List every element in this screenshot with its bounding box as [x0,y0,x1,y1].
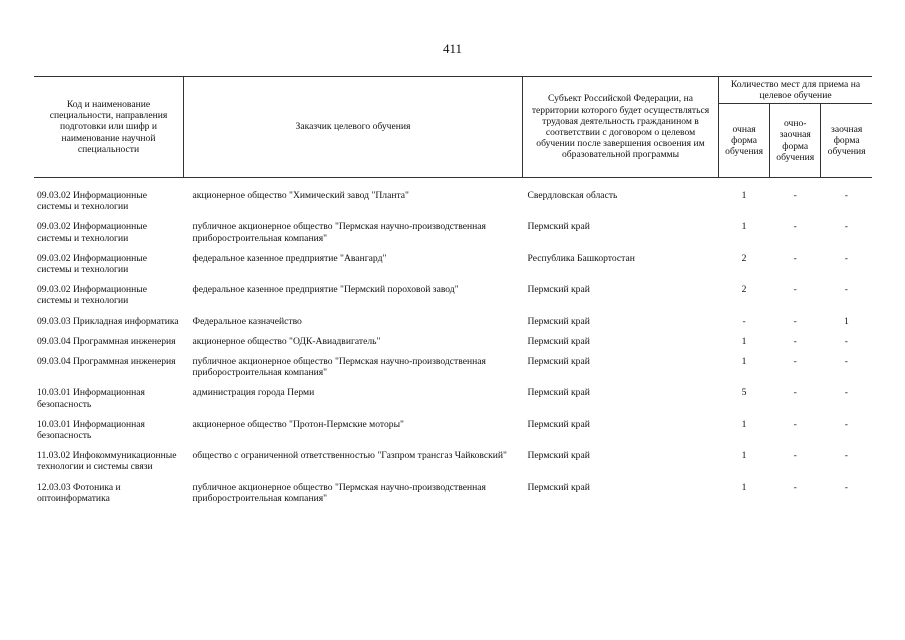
table-body [34,178,872,514]
table-row [34,419,872,450]
row-code: 09.03.02 Информационные системы и технологии [37,284,148,307]
row-part-time: - [793,418,797,430]
row-region: Пермский край [527,335,590,347]
row-full-time: 1 [741,356,747,368]
row-region: Пермский край [527,221,590,233]
row-region: Пермский край [527,284,590,296]
table-row [34,450,872,481]
row-full-time: 5 [741,387,747,399]
table-row [34,482,872,513]
page-number: 411 [442,41,463,56]
row-part-time: - [793,221,797,233]
row-part-time: - [793,481,797,493]
header-places: Количество мест для приема на целевое обучение [719,77,873,104]
row-full-time: 1 [741,221,747,233]
row-customer: публичное акционерное общество "Пермская научно-производственная приборостроительная компания" [192,481,486,504]
row-distance: - [844,450,848,462]
table-row [34,253,872,284]
row-full-time: 1 [741,418,747,430]
row-code: 12.03.03 Фотоника и оптоинформатика [37,481,121,504]
row-customer: общество с ограниченной ответственностью "Газпром трансгаз Чайковский" [192,450,507,462]
table-row [34,336,872,356]
row-distance: - [844,387,848,399]
row-region: Республика Башкортостан [527,252,635,264]
table-row [34,356,872,387]
row-region: Пермский край [527,356,590,368]
row-full-time: 2 [741,284,747,296]
table-row [34,190,872,221]
row-distance: - [844,481,848,493]
row-code: 09.03.03 Прикладная информатика [37,315,179,327]
row-part-time: - [793,387,797,399]
row-region: Свердловская область [527,190,618,201]
row-distance: - [844,418,848,430]
row-full-time: 1 [741,481,747,493]
row-part-time: - [793,284,797,296]
row-region: Пермский край [527,450,590,462]
row-code: 09.03.02 Информационные системы и технологии [37,221,148,244]
row-customer: федеральное казенное предприятие "Авангард" [192,252,387,264]
row-customer: федеральное казенное предприятие "Пермский пороховой завод" [192,284,459,296]
row-code: 09.03.02 Информационные системы и технологии [37,190,148,213]
row-code: 10.03.01 Информационная безопасность [37,387,145,410]
row-full-time: - [742,315,746,327]
admission-table [34,76,872,513]
row-code: 10.03.01 Информационная безопасность [37,418,145,442]
table-row [34,284,872,315]
row-full-time: 1 [741,450,747,462]
row-customer: акционерное общество "Химический завод "Планта" [192,190,409,201]
row-distance: - [844,252,848,264]
row-code: 09.03.04 Программная инженерия [37,335,176,347]
header-part-time: очно-заочная форма обучения [770,104,821,178]
row-customer: Федеральное казначейство [192,315,302,327]
header-distance: заочная форма обучения [821,104,872,178]
row-full-time: 1 [741,335,747,347]
header-region: Субъект Российской Федерации, на территории которого будет осуществляться трудовая деятельность гражданином в соответствии с договором о целевом обучении после завершения освоения им образовательной программы [523,77,719,178]
table-row [34,316,872,336]
row-customer: публичное акционерное общество "Пермская научно-производственная приборостроительная компания" [192,356,486,379]
row-distance: - [844,356,848,368]
header-code: Код и наименование специальности, направления подготовки или шифр и наименование научной специальности [34,77,184,178]
header-customer: Заказчик целевого обучения [184,77,523,178]
row-region: Пермский край [527,418,590,430]
row-distance: - [844,284,848,296]
row-part-time: - [793,450,797,462]
row-region: Пермский край [527,481,590,493]
header-full-time: очная форма обучения [719,104,770,178]
row-distance: - [844,221,848,233]
table-row [34,221,872,252]
row-customer: акционерное общество "ОДК-Авиадвигатель" [192,335,381,347]
row-part-time: - [793,252,797,264]
row-full-time: 1 [741,190,747,201]
row-customer: акционерное общество "Протон-Пермские моторы" [192,418,404,430]
row-code: 09.03.02 Информационные системы и технологии [37,252,148,276]
row-full-time: 2 [741,252,747,264]
row-region: Пермский край [527,315,590,327]
row-code: 11.03.02 Инфокоммуникационные технологии и системы связи [37,450,177,473]
row-part-time: - [793,356,797,368]
row-part-time: - [793,315,797,327]
row-distance: 1 [844,315,849,327]
row-part-time: - [793,335,797,347]
row-customer: публичное акционерное общество "Пермская научно-производственная приборостроительная компания" [192,221,486,244]
row-code: 09.03.04 Программная инженерия [37,356,176,368]
row-region: Пермский край [527,387,590,399]
row-distance: - [844,190,848,201]
target-admission-table [34,76,872,513]
row-distance: - [844,335,848,347]
table-header [34,77,872,178]
table-row [34,387,872,418]
row-part-time: - [793,190,797,201]
row-customer: администрация города Перми [192,387,315,399]
